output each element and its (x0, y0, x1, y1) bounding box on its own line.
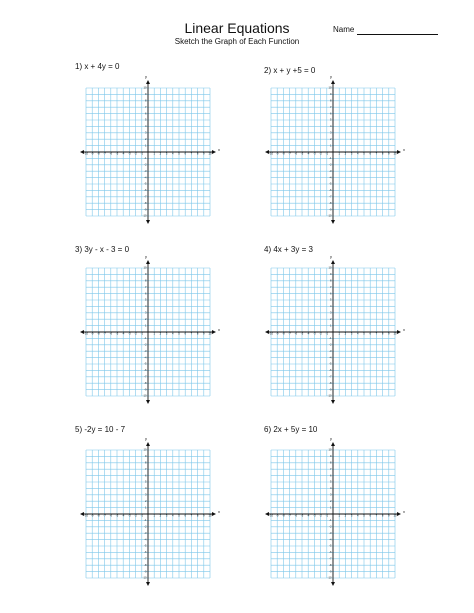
y-tick-label: -7 (329, 557, 332, 561)
y-tick-label: 2 (330, 499, 332, 503)
y-tick-label: -7 (329, 375, 332, 379)
y-tick-label: -8 (329, 563, 332, 567)
y-tick-label: 9 (330, 273, 332, 277)
x-tick-label: -7 (103, 152, 106, 156)
x-tick-label: 8 (381, 514, 384, 518)
coordinate-grid-2[interactable] (269, 74, 405, 222)
x-tick-label: -9 (276, 332, 279, 336)
x-tick-label: -3 (128, 152, 131, 156)
y-tick-label: -2 (144, 525, 147, 529)
x-tick-label: -7 (288, 514, 291, 518)
x-tick-label: 1 (153, 332, 155, 336)
y-tick-label: -1 (329, 157, 332, 161)
x-tick-label: -4 (307, 332, 310, 336)
y-tick-label: -6 (144, 551, 147, 555)
x-axis-right-arrow (397, 150, 401, 154)
y-tick-label: -3 (329, 349, 332, 353)
y-tick-label: 7 (330, 467, 332, 471)
y-tick-label: -1 (144, 519, 147, 523)
y-tick-label: -2 (144, 343, 147, 347)
worksheet-subtitle: Sketch the Graph of Each Function (174, 37, 300, 46)
y-tick-label: -9 (144, 208, 147, 212)
x-tick-label: 6 (369, 514, 371, 518)
x-tick-label: 10 (208, 514, 212, 518)
x-tick-label: 1 (338, 514, 340, 518)
y-tick-label: -7 (144, 195, 147, 199)
y-tick-label: 10 (143, 86, 147, 90)
x-tick-label: -5 (115, 514, 119, 518)
x-tick-label: -1 (140, 152, 143, 156)
x-tick-label: 2 (344, 332, 347, 336)
problem-3-label: 3) 3y - x - 3 = 0 (75, 245, 130, 254)
y-axis-up-arrow (146, 442, 150, 446)
x-tick-label: -7 (288, 152, 291, 156)
problem-4-label: 4) 4x + 3y = 3 (264, 245, 313, 254)
x-tick-label: 10 (393, 332, 397, 336)
x-tick-label: 8 (381, 152, 384, 156)
y-tick-label: 10 (328, 448, 332, 452)
x-tick-label: -6 (109, 514, 112, 518)
x-tick-label: 7 (190, 152, 193, 156)
y-tick-label: -5 (329, 362, 332, 366)
x-tick-label: 5 (363, 514, 365, 518)
y-axis-up-arrow (146, 80, 150, 84)
x-tick-label: -2 (134, 332, 137, 336)
y-tick-label: -2 (329, 343, 332, 347)
y-tick-label: 3 (330, 131, 332, 135)
x-tick-label: 5 (363, 332, 365, 336)
y-tick-label: -2 (329, 525, 332, 529)
y-tick-label: -3 (144, 349, 147, 353)
x-axis-right-arrow (212, 512, 216, 516)
y-tick-label: -2 (329, 163, 332, 167)
y-tick-label: 6 (145, 112, 147, 116)
x-tick-label: 2 (344, 152, 347, 156)
x-tick-label: -3 (128, 332, 131, 336)
y-tick-label: 6 (145, 474, 147, 478)
x-axis-label: x (403, 327, 405, 332)
problem-6-label: 6) 2x + 5y = 10 (264, 425, 318, 434)
x-axis-label: x (218, 509, 220, 514)
x-tick-label: 4 (172, 152, 174, 156)
x-tick-label: 2 (344, 514, 347, 518)
x-tick-label: -4 (122, 514, 125, 518)
x-tick-label: -10 (269, 514, 273, 518)
x-tick-label: 9 (203, 514, 205, 518)
y-axis-label: y (145, 74, 147, 79)
x-tick-label: -10 (269, 332, 273, 336)
y-tick-label: 7 (330, 105, 332, 109)
y-tick-label: -6 (329, 369, 332, 373)
y-tick-label: 6 (330, 474, 332, 478)
coordinate-grid-6[interactable] (269, 436, 405, 584)
y-tick-label: 1 (145, 144, 147, 148)
y-tick-label: 4 (145, 305, 147, 309)
x-tick-label: 10 (393, 152, 397, 156)
y-tick-label: 5 (145, 298, 147, 302)
y-axis-down-arrow (331, 400, 335, 404)
y-tick-label: -4 (329, 176, 332, 180)
y-tick-label: -10 (142, 394, 147, 398)
x-tick-label: 3 (350, 332, 353, 336)
y-axis-down-arrow (331, 220, 335, 224)
y-tick-label: -7 (144, 557, 147, 561)
y-tick-label: -5 (144, 182, 147, 186)
x-tick-label: -6 (109, 152, 112, 156)
x-tick-label: 3 (350, 514, 353, 518)
x-tick-label: -1 (325, 514, 328, 518)
y-tick-label: 3 (330, 311, 332, 315)
x-tick-label: -9 (91, 514, 94, 518)
x-tick-label: 6 (369, 332, 371, 336)
y-tick-label: 7 (145, 285, 147, 289)
y-tick-label: 2 (330, 317, 332, 321)
x-tick-label: -10 (84, 152, 88, 156)
x-tick-label: 9 (388, 332, 390, 336)
y-tick-label: -5 (144, 362, 147, 366)
x-tick-label: -9 (276, 514, 279, 518)
y-tick-label: 7 (330, 285, 332, 289)
y-tick-label: -7 (144, 375, 147, 379)
y-tick-label: -6 (329, 551, 332, 555)
x-tick-label: -2 (319, 514, 322, 518)
problem-1-label: 1) x + 4y = 0 (75, 62, 120, 71)
x-tick-label: -1 (140, 332, 143, 336)
x-tick-label: -8 (282, 152, 285, 156)
y-tick-label: -4 (144, 538, 147, 542)
x-tick-label: 2 (159, 332, 162, 336)
y-axis-up-arrow (146, 260, 150, 264)
x-tick-label: 1 (153, 514, 155, 518)
x-axis-right-arrow (212, 330, 216, 334)
y-tick-label: 9 (330, 455, 332, 459)
x-tick-label: 10 (208, 152, 212, 156)
y-axis-up-arrow (331, 442, 335, 446)
x-tick-label: 6 (184, 514, 186, 518)
y-tick-label: 2 (145, 137, 147, 141)
x-tick-label: -9 (276, 152, 279, 156)
x-tick-label: 10 (208, 332, 212, 336)
y-tick-label: 10 (328, 266, 332, 270)
x-tick-label: 7 (375, 152, 378, 156)
y-axis-up-arrow (331, 80, 335, 84)
x-tick-label: -6 (294, 514, 297, 518)
coordinate-grid-3[interactable] (84, 254, 220, 402)
y-tick-label: 8 (145, 461, 147, 465)
y-tick-label: -10 (142, 576, 147, 580)
y-tick-label: -5 (329, 544, 332, 548)
x-tick-label: -8 (97, 514, 100, 518)
y-tick-label: 2 (145, 499, 147, 503)
coordinate-grid-1[interactable] (84, 74, 220, 222)
y-tick-label: 6 (330, 292, 332, 296)
x-tick-label: -5 (115, 152, 119, 156)
x-tick-label: 4 (357, 332, 359, 336)
x-tick-label: -2 (134, 152, 137, 156)
x-tick-label: 2 (159, 514, 162, 518)
y-tick-label: 2 (145, 317, 147, 321)
y-tick-label: -2 (144, 163, 147, 167)
y-tick-label: -3 (329, 531, 332, 535)
x-tick-label: -7 (288, 332, 291, 336)
y-tick-label: -1 (144, 337, 147, 341)
y-tick-label: -3 (144, 531, 147, 535)
y-axis-up-arrow (331, 260, 335, 264)
y-tick-label: 5 (145, 480, 147, 484)
y-tick-label: -4 (144, 176, 147, 180)
x-tick-label: 5 (178, 332, 180, 336)
y-tick-label: -3 (144, 169, 147, 173)
x-tick-label: -8 (282, 332, 285, 336)
y-tick-label: 8 (330, 99, 332, 103)
x-axis-right-arrow (397, 330, 401, 334)
y-tick-label: -10 (327, 394, 332, 398)
problem-2-label: 2) x + y +5 = 0 (264, 66, 316, 75)
y-tick-label: 5 (330, 298, 332, 302)
x-tick-label: 9 (388, 514, 390, 518)
y-tick-label: 1 (145, 324, 147, 328)
x-tick-label: -4 (307, 152, 310, 156)
y-tick-label: 6 (330, 112, 332, 116)
y-tick-label: 10 (143, 448, 147, 452)
x-tick-label: -6 (294, 152, 297, 156)
y-axis-label: y (145, 254, 147, 259)
y-tick-label: -6 (329, 189, 332, 193)
y-tick-label: 7 (145, 467, 147, 471)
y-tick-label: -9 (329, 208, 332, 212)
x-axis-label: x (403, 147, 405, 152)
y-tick-label: 1 (330, 324, 332, 328)
y-tick-label: -1 (329, 519, 332, 523)
y-tick-label: 2 (330, 137, 332, 141)
y-tick-label: -9 (329, 388, 332, 392)
y-tick-label: 5 (330, 480, 332, 484)
y-tick-label: 8 (145, 99, 147, 103)
y-tick-label: 4 (330, 305, 332, 309)
y-tick-label: -10 (327, 214, 332, 218)
x-tick-label: 1 (338, 332, 340, 336)
y-tick-label: -8 (329, 381, 332, 385)
x-axis-label: x (218, 147, 220, 152)
x-tick-label: -7 (103, 332, 106, 336)
y-tick-label: 10 (328, 86, 332, 90)
x-tick-label: -8 (282, 514, 285, 518)
x-tick-label: -1 (140, 514, 143, 518)
x-tick-label: 4 (357, 152, 359, 156)
coordinate-grid-5[interactable] (84, 436, 220, 584)
x-tick-label: -7 (103, 514, 106, 518)
x-tick-label: 6 (184, 152, 186, 156)
y-tick-label: 4 (330, 125, 332, 129)
y-tick-label: 3 (145, 311, 147, 315)
y-tick-label: -4 (329, 356, 332, 360)
y-tick-label: 8 (145, 279, 147, 283)
y-axis-down-arrow (146, 400, 150, 404)
x-tick-label: -2 (134, 514, 137, 518)
y-tick-label: 1 (330, 506, 332, 510)
y-tick-label: 8 (330, 461, 332, 465)
y-tick-label: -8 (144, 201, 147, 205)
y-tick-label: 9 (145, 93, 147, 97)
x-axis-label: x (218, 327, 220, 332)
y-tick-label: 3 (145, 493, 147, 497)
x-tick-label: 4 (172, 514, 174, 518)
y-tick-label: 5 (145, 118, 147, 122)
y-axis-label: y (330, 436, 332, 441)
y-tick-label: -8 (144, 381, 147, 385)
x-tick-label: -3 (128, 514, 131, 518)
y-tick-label: -9 (144, 388, 147, 392)
x-tick-label: 2 (159, 152, 162, 156)
x-tick-label: -3 (313, 152, 316, 156)
y-tick-label: -8 (144, 563, 147, 567)
y-axis-down-arrow (146, 220, 150, 224)
x-tick-label: 8 (381, 332, 384, 336)
x-tick-label: -4 (122, 332, 125, 336)
x-tick-label: 9 (203, 152, 205, 156)
y-tick-label: -4 (329, 538, 332, 542)
y-tick-label: -5 (144, 544, 147, 548)
y-tick-label: -7 (329, 195, 332, 199)
y-tick-label: -9 (144, 570, 147, 574)
x-tick-label: -3 (313, 514, 316, 518)
x-tick-label: 9 (388, 152, 390, 156)
x-axis-right-arrow (397, 512, 401, 516)
x-tick-label: 1 (338, 152, 340, 156)
y-tick-label: 9 (145, 273, 147, 277)
x-tick-label: -2 (319, 332, 322, 336)
x-tick-label: 1 (153, 152, 155, 156)
y-tick-label: -10 (327, 576, 332, 580)
x-tick-label: 6 (184, 332, 186, 336)
x-tick-label: -10 (269, 152, 273, 156)
x-tick-label: -6 (109, 332, 112, 336)
y-tick-label: 7 (145, 105, 147, 109)
y-tick-label: -6 (144, 369, 147, 373)
x-tick-label: -1 (325, 332, 328, 336)
x-tick-label: 9 (203, 332, 205, 336)
y-tick-label: -1 (144, 157, 147, 161)
x-tick-label: 4 (357, 514, 359, 518)
x-tick-label: 3 (165, 152, 168, 156)
x-tick-label: -8 (97, 332, 100, 336)
y-tick-label: -10 (142, 214, 147, 218)
x-tick-label: 8 (196, 332, 199, 336)
x-tick-label: 3 (350, 152, 353, 156)
x-tick-label: 7 (375, 332, 378, 336)
y-tick-label: 5 (330, 118, 332, 122)
x-tick-label: 10 (393, 514, 397, 518)
y-tick-label: 4 (145, 487, 147, 491)
x-tick-label: 8 (196, 152, 199, 156)
x-tick-label: 4 (172, 332, 174, 336)
x-tick-label: -4 (122, 152, 125, 156)
x-tick-label: -5 (115, 332, 119, 336)
y-tick-label: 9 (330, 93, 332, 97)
y-tick-label: 1 (330, 144, 332, 148)
worksheet-title: Linear Equations (184, 20, 290, 36)
x-tick-label: 5 (178, 514, 180, 518)
y-tick-label: -6 (144, 189, 147, 193)
x-axis-label: x (403, 509, 405, 514)
y-tick-label: 4 (145, 125, 147, 129)
x-tick-label: -4 (307, 514, 310, 518)
coordinate-grid-4[interactable] (269, 254, 405, 402)
x-tick-label: 7 (190, 514, 193, 518)
y-axis-label: y (145, 436, 147, 441)
x-tick-label: -5 (300, 332, 304, 336)
x-tick-label: 7 (375, 514, 378, 518)
y-tick-label: 3 (330, 493, 332, 497)
y-tick-label: 8 (330, 279, 332, 283)
name-label: Name (333, 25, 355, 34)
x-tick-label: 8 (196, 514, 199, 518)
x-tick-label: 7 (190, 332, 193, 336)
y-axis-down-arrow (331, 582, 335, 586)
y-tick-label: -1 (329, 337, 332, 341)
x-tick-label: 5 (178, 152, 180, 156)
y-tick-label: 4 (330, 487, 332, 491)
y-axis-label: y (330, 254, 332, 259)
x-tick-label: -6 (294, 332, 297, 336)
y-tick-label: -4 (144, 356, 147, 360)
x-tick-label: -3 (313, 332, 316, 336)
x-tick-label: 6 (369, 152, 371, 156)
y-tick-label: -5 (329, 182, 332, 186)
x-tick-label: 3 (165, 332, 168, 336)
x-tick-label: -1 (325, 152, 328, 156)
y-tick-label: 9 (145, 455, 147, 459)
problem-5-label: 5) -2y = 10 - 7 (75, 425, 126, 434)
y-tick-label: -3 (329, 169, 332, 173)
x-axis-right-arrow (212, 150, 216, 154)
y-tick-label: 3 (145, 131, 147, 135)
y-axis-down-arrow (146, 582, 150, 586)
x-tick-label: -10 (84, 332, 88, 336)
x-tick-label: -5 (300, 514, 304, 518)
y-tick-label: -8 (329, 201, 332, 205)
y-axis-label: y (330, 74, 332, 79)
name-blank-line[interactable] (357, 34, 438, 35)
x-tick-label: -10 (84, 514, 88, 518)
x-tick-label: -9 (91, 152, 94, 156)
y-tick-label: 10 (143, 266, 147, 270)
x-tick-label: -9 (91, 332, 94, 336)
x-tick-label: -8 (97, 152, 100, 156)
x-tick-label: -2 (319, 152, 322, 156)
y-tick-label: -9 (329, 570, 332, 574)
x-tick-label: 5 (363, 152, 365, 156)
x-tick-label: 3 (165, 514, 168, 518)
y-tick-label: 1 (145, 506, 147, 510)
x-tick-label: -5 (300, 152, 304, 156)
y-tick-label: 6 (145, 292, 147, 296)
